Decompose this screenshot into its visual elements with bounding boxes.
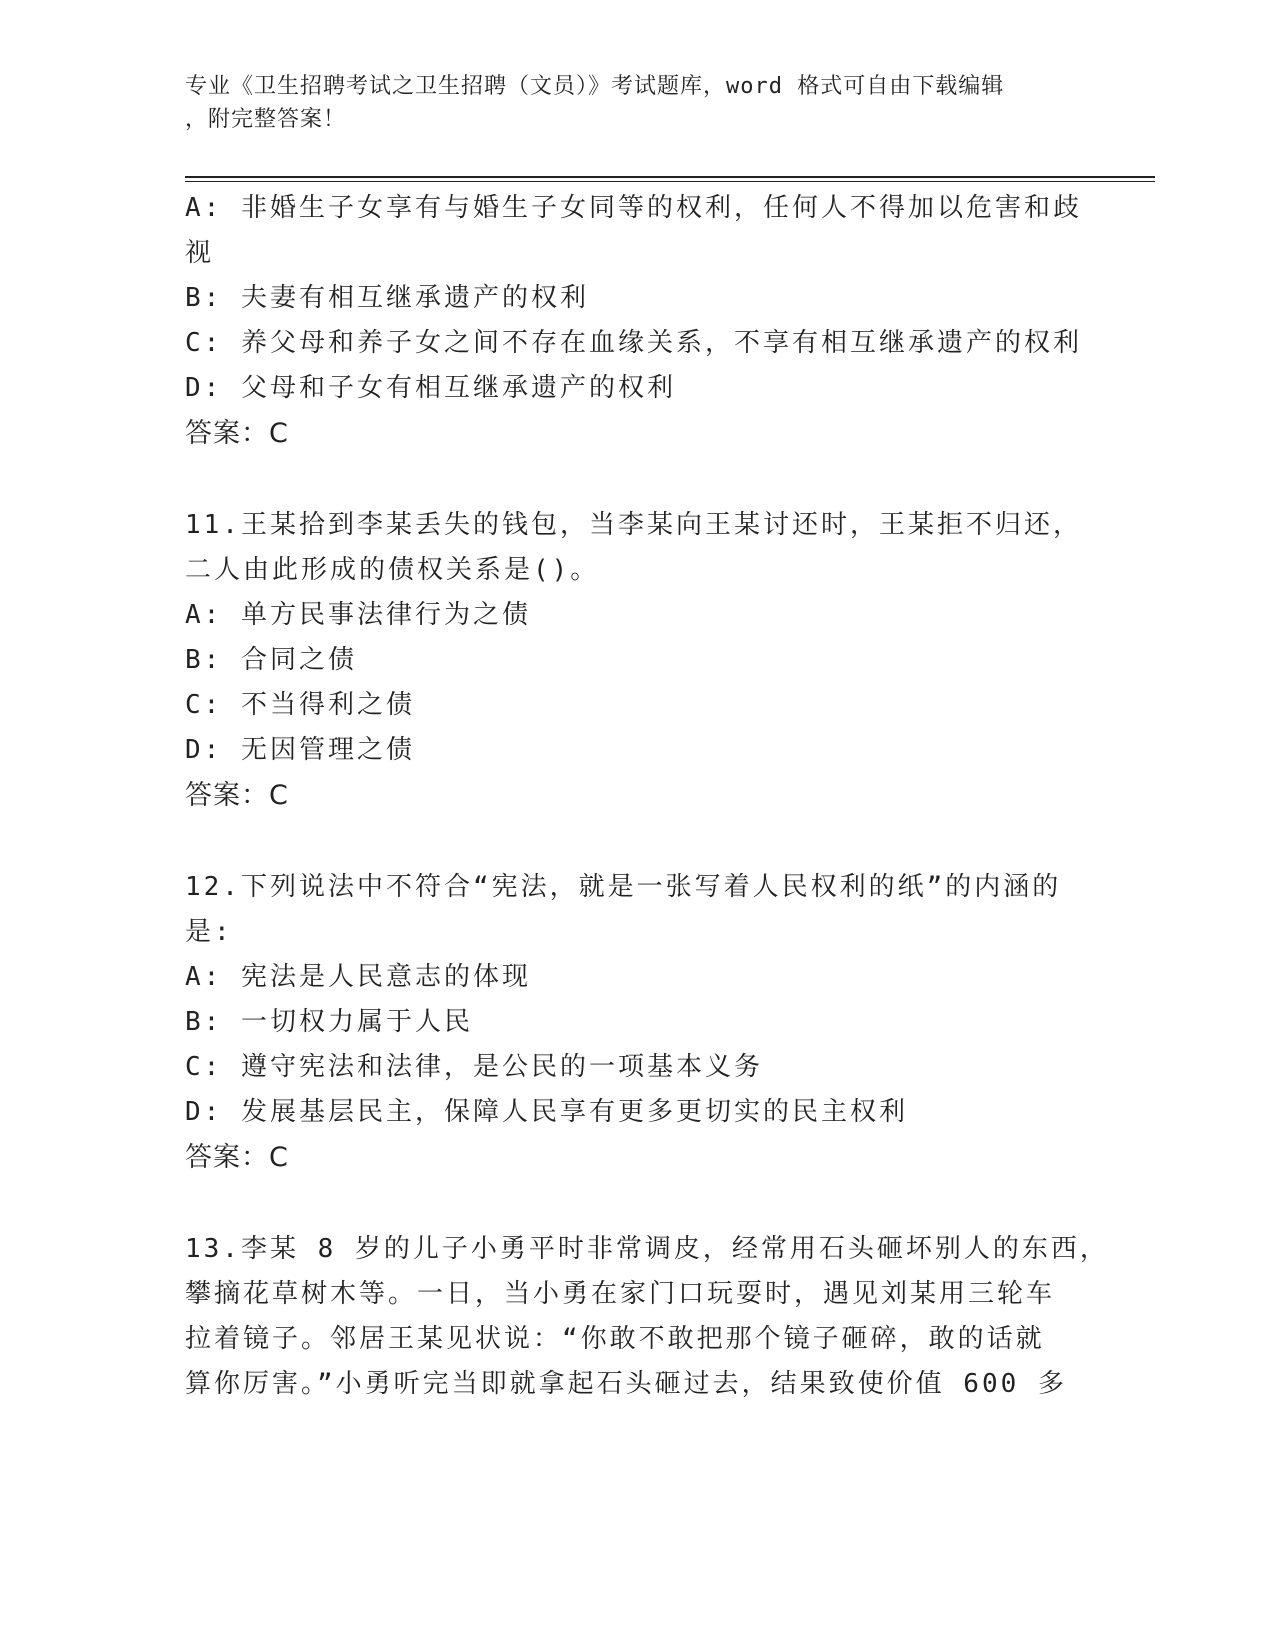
question-gap [185, 818, 1065, 865]
question-stem-line-2: 二人由此形成的债权关系是()。 [185, 555, 600, 585]
option-b: B: 一切权力属于人民 [185, 1007, 473, 1037]
document-header [185, 70, 1105, 136]
question-gap [185, 1180, 1065, 1227]
answer: 答案：C [185, 780, 289, 811]
question-stem-line-3: 拉着镜子。邻居王某见状说：“你敢不敢把那个镜子砸碎，敢的话就 [185, 1324, 1045, 1354]
option-a-line-2: 视 [185, 238, 215, 268]
option-d: D: 父母和子女有相互继承遗产的权利 [185, 373, 676, 403]
header-line-2: ，附完整答案！ [185, 107, 347, 132]
option-b: B: 夫妻有相互继承遗产的权利 [185, 283, 589, 313]
document-body [185, 186, 1109, 1407]
option-a-line-1: A: 非婚生子女享有与婚生子女同等的权利，任何人不得加以危害和歧 [185, 193, 1082, 223]
question-11 [185, 503, 1082, 818]
header-divider-thin [185, 181, 1155, 182]
question-stem-line-1: 13.李某 8 岁的儿子小勇平时非常调皮，经常用石头砸坏别人的东西， [185, 1234, 1109, 1264]
option-d: D: 无因管理之债 [185, 735, 415, 765]
option-c: C: 养父母和养子女之间不存在血缘关系，不享有相互继承遗产的权利 [185, 328, 1082, 358]
question-13 [185, 1227, 1109, 1407]
question-12 [185, 865, 1065, 1180]
question-gap [185, 456, 1065, 503]
option-a: A: 单方民事法律行为之债 [185, 600, 531, 630]
option-c: C: 不当得利之债 [185, 690, 415, 720]
answer: 答案：C [185, 1142, 289, 1173]
option-b: B: 合同之债 [185, 645, 357, 675]
option-c: C: 遵守宪法和法律，是公民的一项基本义务 [185, 1052, 763, 1082]
question-stem-line-2: 攀摘花草树木等。一日，当小勇在家门口玩耍时，遇见刘某用三轮车 [185, 1279, 1056, 1309]
question-stem-line-1: 12.下列说法中不符合“宪法，就是一张写着人民权利的纸”的内涵的 [185, 872, 1062, 902]
header-divider-thick [185, 176, 1155, 178]
question-10 [185, 186, 1082, 456]
question-stem-line-1: 11.王某拾到李某丢失的钱包，当李某向王某讨还时，王某拒不归还， [185, 510, 1082, 540]
question-stem-line-4: 算你厉害。”小勇听完当即就拿起石头砸过去，结果致使价值 600 多 [185, 1369, 1067, 1399]
option-a: A: 宪法是人民意志的体现 [185, 962, 531, 992]
option-d: D: 发展基层民主，保障人民享有更多更切实的民主权利 [185, 1097, 908, 1127]
answer: 答案：C [185, 418, 289, 449]
header-line-1: 专业《卫生招聘考试之卫生招聘（文员）》考试题库，word 格式可自由下载编辑 [185, 74, 1005, 99]
question-stem-line-2: 是: [185, 917, 233, 947]
